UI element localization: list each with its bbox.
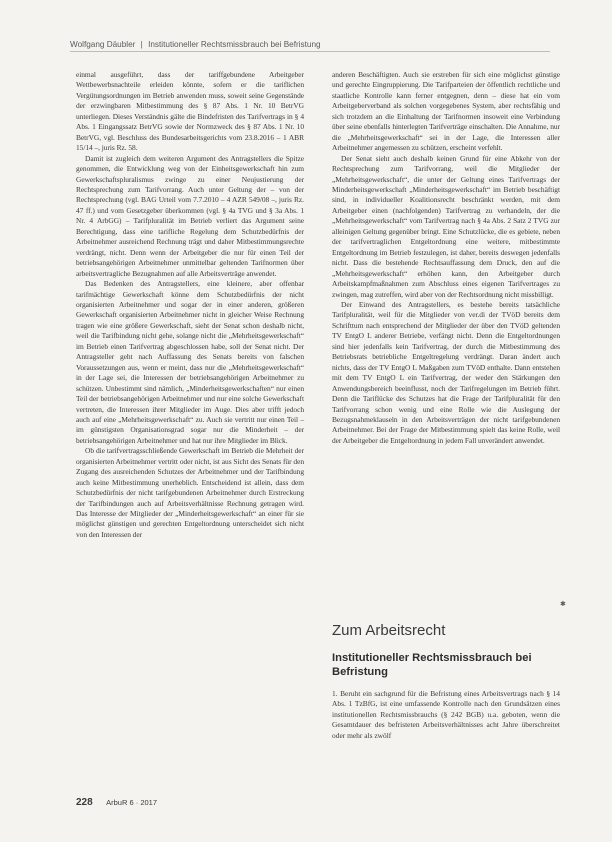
- paragraph: Ob die tarifvertragsschließende Gewerkschaft im Betrieb die Mehrheit der organisierten Arbeitnehmer vertritt oder nicht, ist aus Sicht des Senats für den Zugang des ausreichenden Schutzes der Arbeitnehmer und der Tarifbindung auch keine Mitbestimmung unerheblich. Entscheidend ist allein, dass dem Schutzbedürfnis der nicht tarifgebundenen Arbeitnehmer durch Erstreckung der Tarifbindungen auch auf Arbeitsverhältnisse Rechnung getragen wird. Das Interesse der Mitglieder der „Minderheitsgewerkschaft“ an einer für sie möglichst günstigen und gerechten Entgeltordnung unterscheidet sich nicht von den Interessen der: [76, 446, 304, 539]
- running-head-author: Wolfgang Däubler: [70, 40, 136, 49]
- article-title: Institutioneller Rechtsmissbrauch bei Befristung: [332, 652, 532, 678]
- paragraph: einmal ausgeführt, dass der tariffgebundene Arbeitgeber Wettbewerbsnachteile erleiden könnte, sofern er die tariflichen Vergütungsordnungen im Betrieb anwenden muss, soweit seine Gegenstände der erzwingbaren Mitbestimmung des § 87 Abs. 1 Nr. 10 BetrVG unterliegen. Dieses Verständnis gälte die Bindefristen des Tarifvertrags in § 4 Abs. 1 Eingangssatz BetrVG sowie der Normzweck des § 87 Abs. 1 Nr. 10 BetrVG, vgl. Beschluss des Bundesarbeitsgerichts vom 23.8.2016 – 1 ABR 15/14 –, juris Rz. 58.: [76, 70, 304, 153]
- paragraph: Damit ist zugleich dem weiteren Argument des Antragstellers die Spitze genommen, die Entwicklung weg von der Einheitsgewerkschaft hin zum Gewerkschaftspluralismus zwinge zu einer Neujustierung der Rechtsprechung zum Tarifvorrang. Auch unter Geltung der – von der Rechtsprechung (vgl. BAG Urteil vom 7.7.2010 – 4 AZR 549/08 –, juris Rz. 47 ff.) und vom Gesetzgeber überkommen (vgl. § 4a TVG und § 3a Abs. 1 Nr. 4 ArbGG) – Tarifpluralität im Betrieb verliert das Argument seine Berechtigung, dass eine tarifliche Regelung dem Schutzbedürfnis der Arbeitnehmer ausreichend Rechnung trägt und daher Mitbestimmungsrechte verdrängt, nicht. Denn wenn der Arbeitgeber die nur für einen Teil der betriebsangehörigen Arbeitnehmer unmittelbar geltenden Tarifnormen über arbeitsvertragliche Bezugnahmen auf alle Arbeitsverträge anwendet.: [76, 153, 304, 278]
- end-of-article-mark: ✱: [560, 600, 566, 608]
- running-head-title: Institutioneller Rechtsmissbrauch bei Befristung: [148, 40, 321, 49]
- page-footer: [76, 792, 157, 810]
- paragraph: Der Senat sieht auch deshalb keinen Grund für eine Abkehr von der Rechtsprechung zum Tarifvorrang, weil die Mitglieder der „Mehrheitsgewerkschaft“, die unter der Geltung eines Tarifvertrags der Minderheitsgewerkschaft „Minderheitsgewerkschaft“ im Betrieb beschäftigt sind, in individueller Koalitionsrecht beschränkt werden, mit dem Arbeitgeber einen (nachfolgenden) Tarifvertrag zu verhandeln, der die „Mehrheitsgewerkschaft“ vom Tarifvertrag nach § 4a Abs. 2 Satz 2 TVG zur alleinigen Geltung gegenüber bringt. Eine Schutzlücke, die es gebiete, neben der tarifvertraglichen Entgeltordnung eine weitere, mitbestimmte Entgeltordnung im Betrieb festzulegen, ist daher, bereits deswegen jedenfalls nicht. Dass die bestehende Rechtsauffassung dem Druck, den auf die „Mehrheitsgewerkschaft“ erhöhen kann, den Arbeitgeber durch Arbeitskampfmaßnahmen zum Abschluss eines eigenen Tarifvertrages zu zwingen, mag zutreffen, wird aber von der Rechtsordnung nicht missbilligt.: [332, 153, 560, 299]
- section-heading: Zum Arbeitsrecht: [332, 622, 446, 639]
- paragraph: anderen Beschäftigten. Auch sie erstreben für sich eine möglichst günstige und gerechte Eingruppierung. Die Tarifparteien der öffentlich rechtliche und staatliche Kontrolle kann ferner entgegnen, denn – diese hat ein vom Arbeitgeberverband als solchen vorgegebenes System, aber rechtsfähig und sich trotzdem an die Einhaltung der Tarifnormen insoweit eine Verbindung über seine ebenfalls hinterlegten Tarifverträge einschalten. Die Annahme, nur die „Mehrheitsgewerkschaft“ sei in der Lage, die Interessen aller Arbeitnehmer angemessen zu schützen, erscheint verfehlt.: [332, 70, 560, 153]
- journal-citation: ArbuR 6 · 2017: [106, 798, 158, 807]
- paragraph: Das Bedenken des Antragstellers, eine kleinere, aber offenbar tarifmächtige Gewerkschaft könne dem Schutzbedürfnis der nicht organisierten Arbeitnehmer und sogar der in einer anderen, größeren Gewerkschaft organisierten Arbeitnehmer nicht in gleicher Weise Rechnung tragen wie eine größere Gewerkschaft, sieht der Senat schon deshalb nicht, weil die Tarifbindung nicht gehe, solange nicht die „Mehrheitsgewerkschaft“ im Betrieb einen Tarifvertrag abgeschlossen habe, soll der Senat nicht. Der Antragsteller geht nach Auffassung des Senats bereits von falschen Voraussetzungen aus, wenn er meint, dass nur die „Mehrheitsgewerkschaft“ in der Lage sei, die Interessen der betriebsangehörigen Arbeitnehmer zu schützen. Unbestimmt sind nämlich, „Minderheitsgewerkschaften“ nur einen Teil der betriebsangehörigen Arbeitnehmer und nur eine solche Gewerkschaft vertreten, die Interessen ihrer Mitglieder im Auge. Dies aber trifft jedoch auch auf eine „Mehrheitsgewerkschaft“ zu. Auch sie vertritt nur einen Teil – im günstigsten Organisationsgrad sogar nur die Minderheit – der betriebsangehörigen Arbeitnehmer und hat nur ihre Mitglieder im Blick.: [76, 279, 304, 445]
- running-head: [70, 40, 550, 49]
- running-head-separator: |: [140, 40, 143, 49]
- article-body: 1. Beruht ein sachgrund für die Befristung eines Arbeitsvertrags nach § 14 Abs. 1 TzBfG, ist eine umfassende Kontrolle nach den Grundsätzen eines institutionellen Rechtsmissbrauchs (§ 242 BGB) u.a. geboten, wenn die Gesamtdauer des befristeten Arbeitsverhältnisses acht Jahre überschreitet oder mehr als zwölf: [332, 689, 560, 740]
- right-text-column: [332, 70, 560, 446]
- page-number: 228: [76, 797, 93, 808]
- header-rule: [70, 51, 550, 52]
- left-text-column: [76, 70, 304, 540]
- paragraph: Der Einwand des Antragstellers, es bestehe bereits tatsächliche Tarifpluralität, weil für die Mitglieder von ver.di der TVöD bereits dem Schrifttum nach entsprechend der Mitglieder der über den TVöD geltenden TV EntgO L anderer Betriebe, verfängt nicht. Denn die Entgeltordnungen sind hier jedenfalls kein Tarifvertrag, der durch die Mitbestimmung des Betriebsrats betriebliche Entgeltregelung verdrängt. Daran ändert auch nichts, dass der TV EntgO L Maßgaben zum TVöD enthalte. Dann entstehen mit dem TV EntgO L ein Tarifvertrag, der weder den Stärkungen den Anwendungsbereich beeinflusst, noch der Tarifregelungen im Betrieb führt. Denn die Tariflücke des Schutzes hat die Frage der Tarifpluralität für den Tarifvorrang schon wenig und eine Rolle wie die Auslegung der Bezugsnahmeklauseln in den Arbeitsverträgen der nicht tarifgebundenen Arbeitnehmer. Bei der Frage der Mitbestimmung spielt das keine Rolle, weil der Arbeitgeber die Entgeltordnung in jedem Fall unverändert anwendet.: [332, 299, 560, 445]
